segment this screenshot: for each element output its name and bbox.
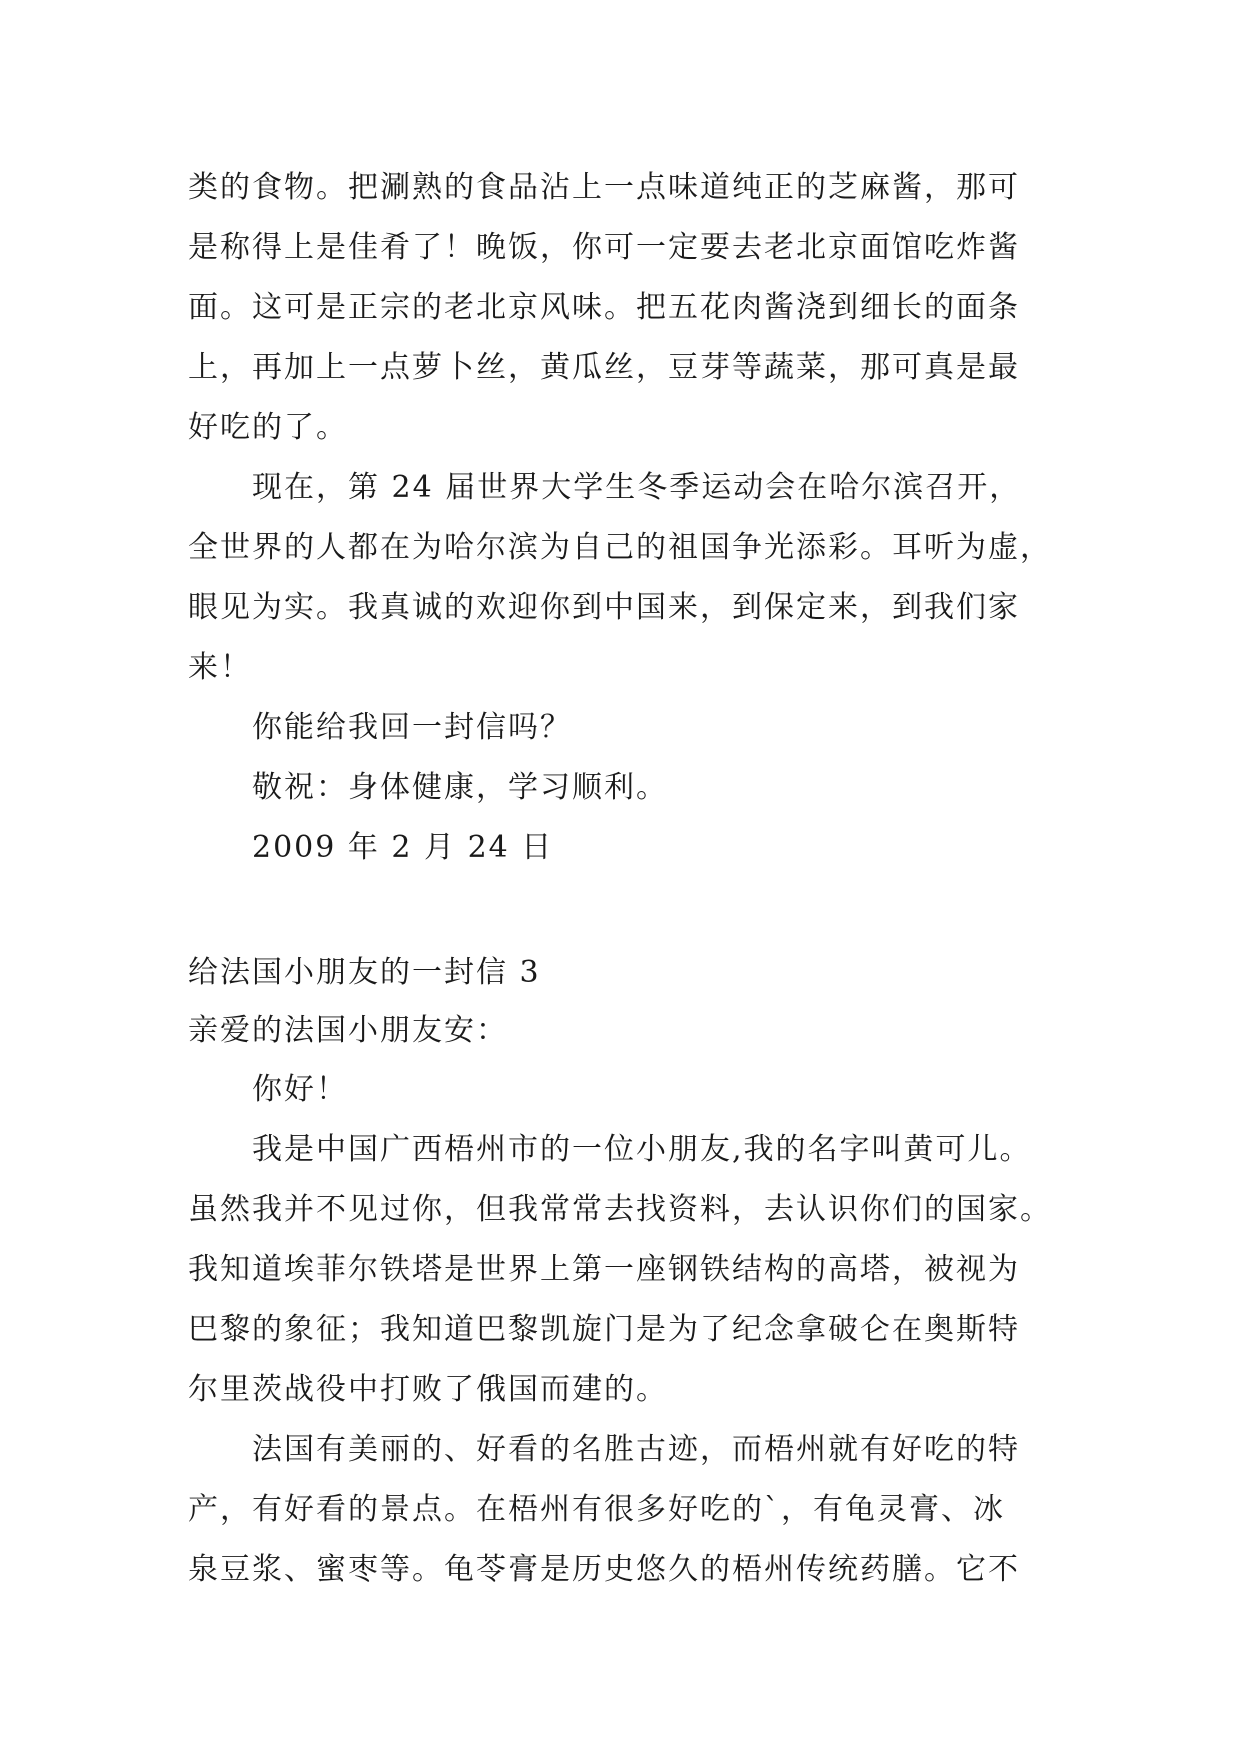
text-line: 全世界的人都在为哈尔滨为自己的祖国争光添彩。耳听为虚， xyxy=(188,530,1052,565)
text-line: 泉豆浆、蜜枣等。龟苓膏是历史悠久的梧州传统药膳。它不 xyxy=(188,1552,1020,1587)
closing-wishes: 敬祝：身体健康，学习顺利。 xyxy=(252,770,668,805)
text-line: 我知道埃菲尔铁塔是世界上第一座钢铁结构的高塔，被视为 xyxy=(188,1252,1020,1287)
text-line: 产，有好看的景点。在梧州有很多好吃的`，有龟灵膏、冰 xyxy=(188,1492,1005,1527)
text-line: 我是中国广西梧州市的一位小朋友,我的名字叫黄可儿。 xyxy=(252,1132,1032,1167)
text-line: 巴黎的象征；我知道巴黎凯旋门是为了纪念拿破仑在奥斯特 xyxy=(188,1312,1020,1347)
text-line: 现在，第 24 届世界大学生冬季运动会在哈尔滨召开， xyxy=(252,470,1022,505)
section-gap xyxy=(188,878,1058,944)
letter-title: 给法国小朋友的一封信 3 xyxy=(188,955,541,990)
paragraph-continued xyxy=(188,158,1058,458)
text-line: 类的食物。把涮熟的食品沾上一点味道纯正的芝麻酱，那可 xyxy=(188,170,1020,205)
greeting: 你好！ xyxy=(252,1072,348,1107)
text-line: 是称得上是佳肴了！晚饭，你可一定要去老北京面馆吃炸酱 xyxy=(188,230,1020,265)
salutation: 亲爱的法国小朋友安： xyxy=(188,1013,508,1048)
text-line: 眼见为实。我真诚的欢迎你到中国来，到保定来，到我们家 xyxy=(188,590,1020,625)
letter-date: 2009 年 2 月 24 日 xyxy=(252,830,554,865)
paragraph-introduction xyxy=(188,1120,1058,1420)
text-line: 法国有美丽的、好看的名胜古迹，而梧州就有好吃的特 xyxy=(252,1432,1020,1467)
text-line: 虽然我并不见过你，但我常常去找资料，去认识你们的国家。 xyxy=(188,1192,1052,1227)
text-line: 上，再加上一点萝卜丝，黄瓜丝，豆芽等蔬菜，那可真是最 xyxy=(188,350,1020,385)
text-line: 来！ xyxy=(188,650,252,685)
text-line: 尔里茨战役中打败了俄国而建的。 xyxy=(188,1372,668,1407)
text-line: 好吃的了。 xyxy=(188,410,348,445)
document-page xyxy=(188,158,1058,1600)
reply-question: 你能给我回一封信吗？ xyxy=(252,710,572,745)
text-line: 面。这可是正宗的老北京风味。把五花肉酱浇到细长的面条 xyxy=(188,290,1020,325)
paragraph-wuzhou-food xyxy=(188,1420,1058,1600)
paragraph-universiade xyxy=(188,458,1058,698)
